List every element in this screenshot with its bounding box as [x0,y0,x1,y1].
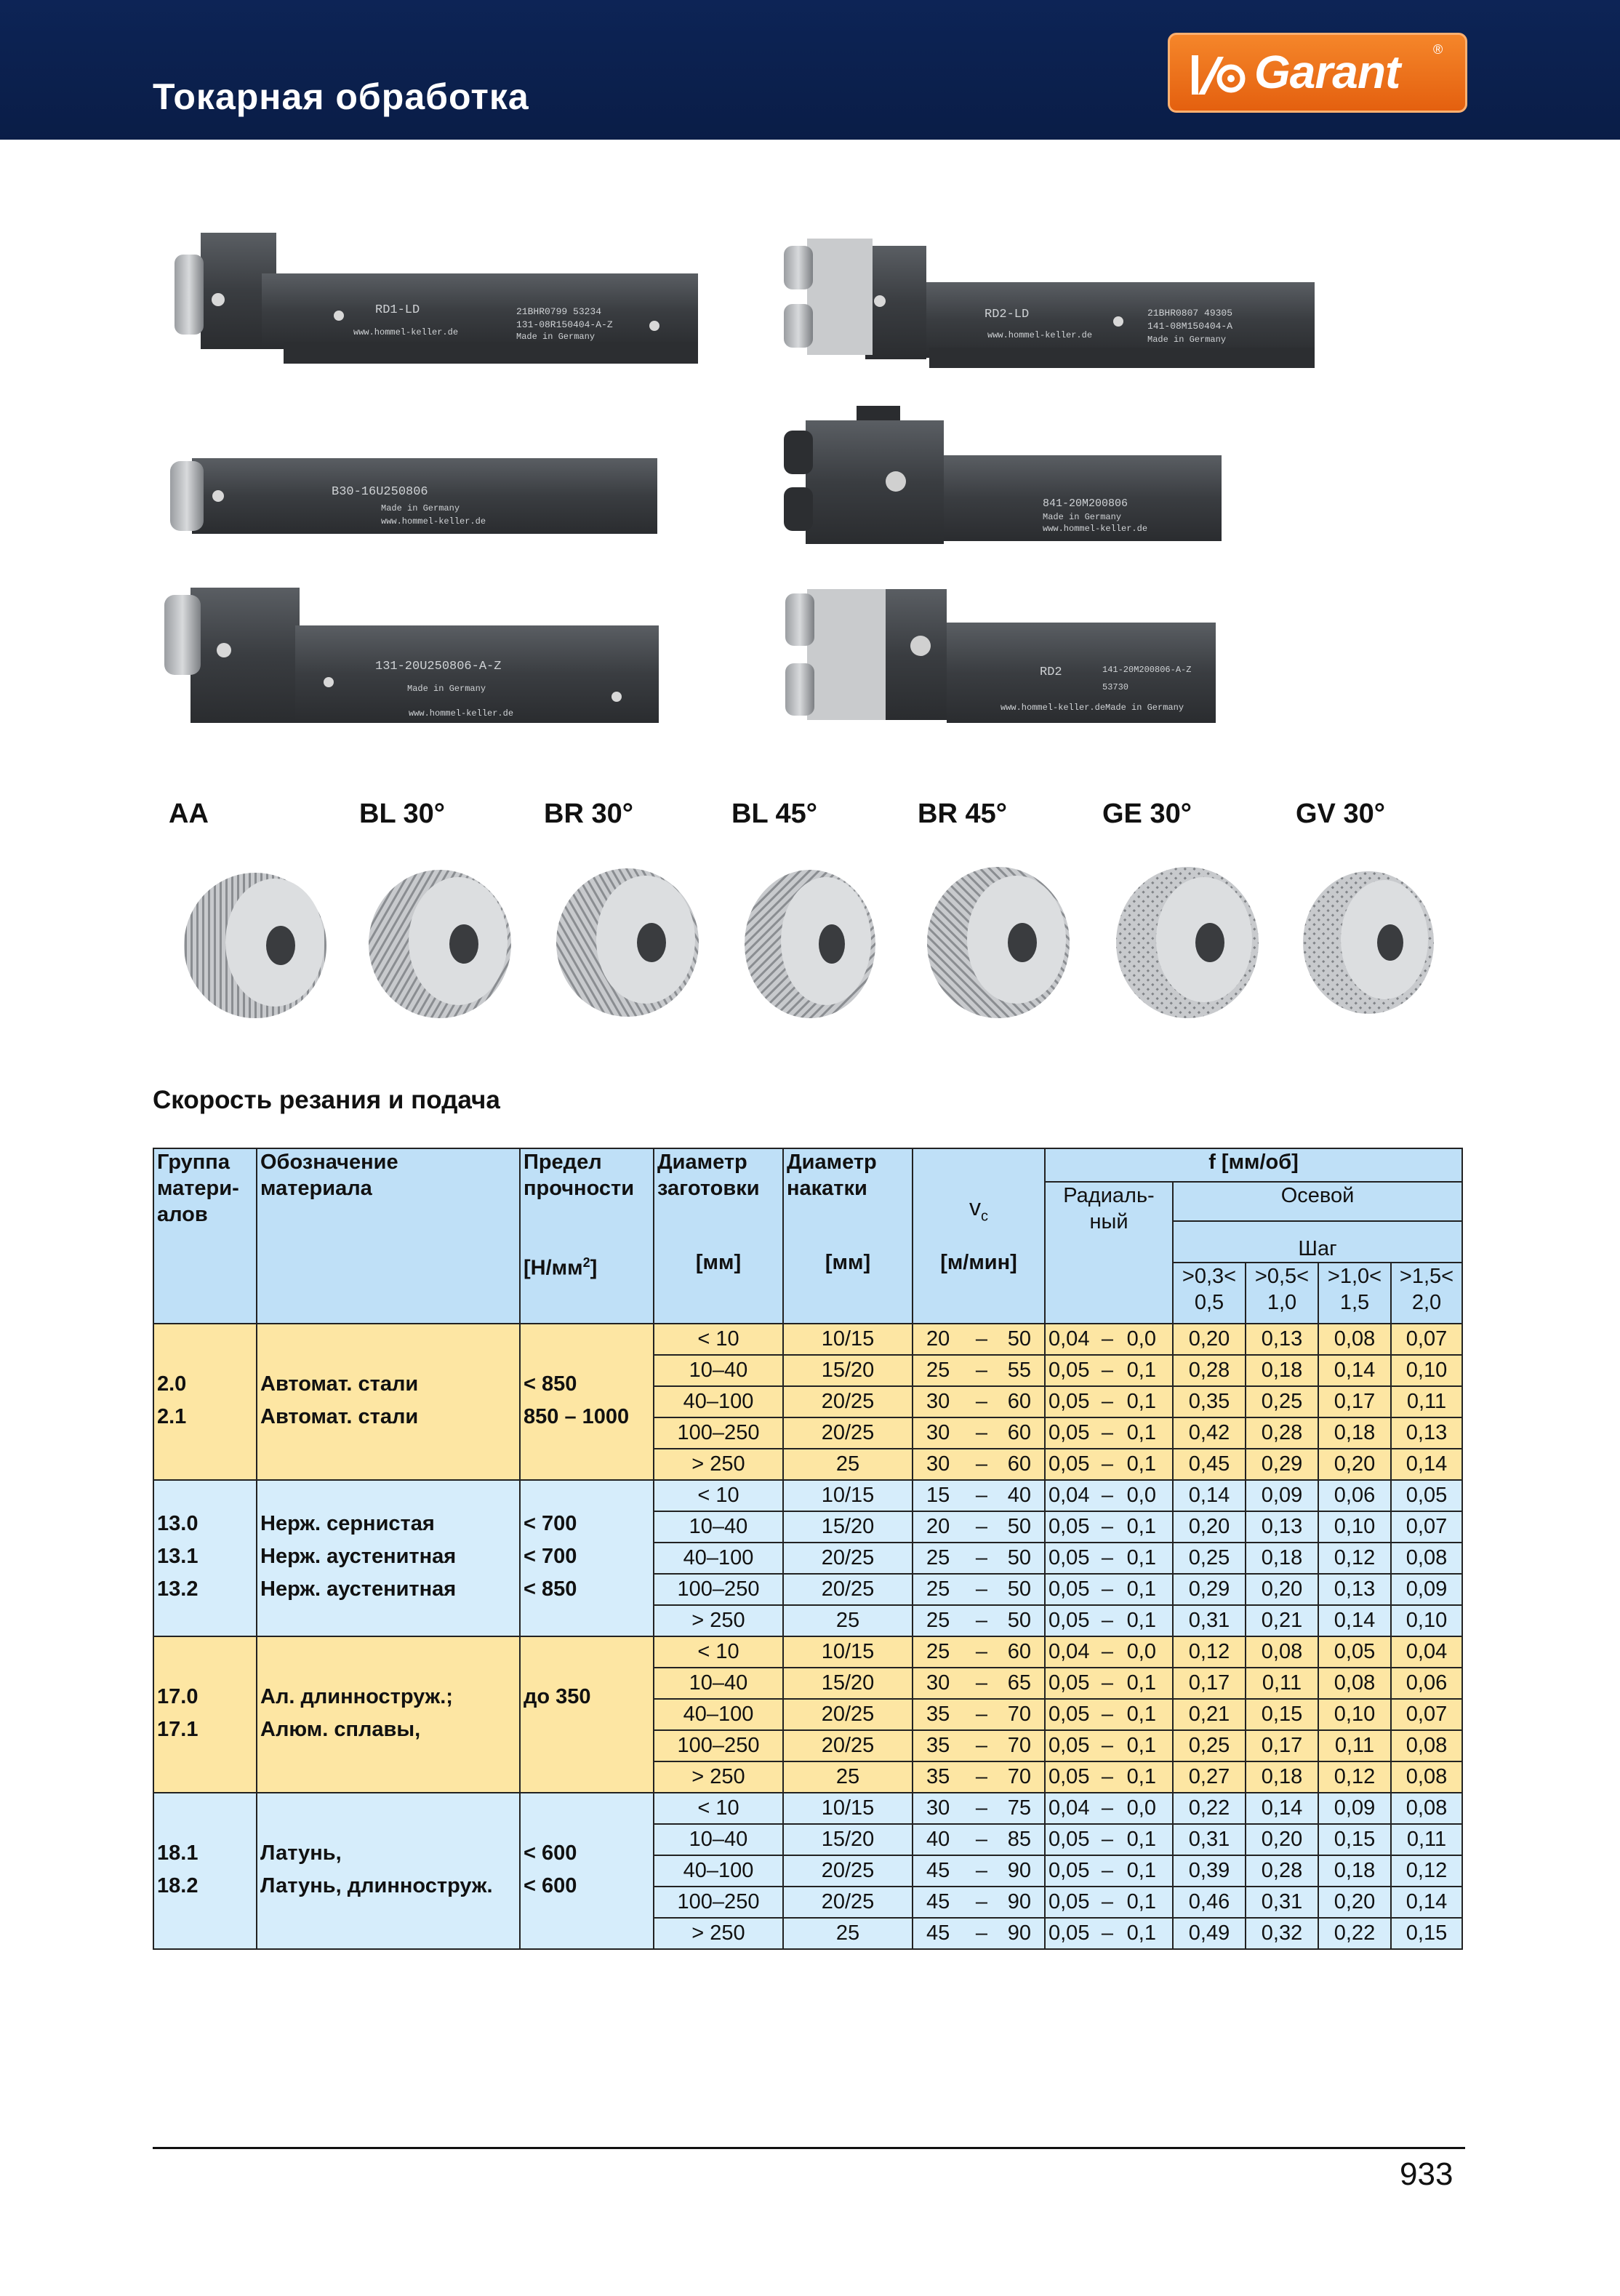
axial-feed-cell: 0,07 [1391,1324,1462,1355]
vc-cell: 25 – 50 [913,1574,1045,1605]
svg-text:131-20U250806-A-Z: 131-20U250806-A-Z [375,660,502,673]
profile-label-bl30: BL 30° [359,799,445,829]
axial-feed-cell: 0,28 [1173,1355,1246,1386]
workpiece-dia-cell: 100–250 [654,1887,783,1918]
material-group-cell: 13.0 13.1 13.2 [153,1480,257,1636]
garant-logo-icon [1189,51,1250,99]
knurl-wheel-br45 [922,858,1075,1025]
material-group-cell: 17.0 17.1 [153,1636,257,1793]
workpiece-dia-cell: > 250 [654,1605,783,1636]
vc-cell: 30 – 65 [913,1668,1045,1699]
table-row [153,1324,1462,1355]
vc-cell: 30 – 60 [913,1386,1045,1417]
axial-feed-cell: 0,29 [1173,1574,1246,1605]
radial-feed-cell: 0,05 – 0,1 [1045,1855,1173,1887]
header-strength: Предел прочности $[Н/мм^2]$ [520,1148,654,1324]
knurl-dia-cell: 20/25 [783,1699,913,1730]
table-row [153,1793,1462,1824]
workpiece-dia-cell: < 10 [654,1324,783,1355]
knurl-dia-cell: 15/20 [783,1824,913,1855]
knurl-dia-cell: 15/20 [783,1511,913,1543]
radial-feed-cell: 0,05 – 0,1 [1045,1449,1173,1480]
axial-feed-cell: 0,31 [1246,1887,1318,1918]
axial-feed-cell: 0,07 [1391,1511,1462,1543]
axial-feed-cell: 0,20 [1173,1324,1246,1355]
knurl-dia-cell: 20/25 [783,1543,913,1574]
svg-text:www.hommel-keller.de: www.hommel-keller.de [987,330,1093,340]
axial-feed-cell: 0,08 [1391,1730,1462,1761]
radial-feed-cell: 0,05 – 0,1 [1045,1574,1173,1605]
logo-brand-text: Garant [1254,46,1400,98]
axial-feed-cell: 0,06 [1391,1668,1462,1699]
profile-label-bl45: BL 45° [731,799,817,829]
axial-feed-cell: 0,09 [1318,1793,1391,1824]
axial-feed-cell: 0,18 [1318,1855,1391,1887]
header-knurl-dia: Диаметр накатки [мм] [783,1148,913,1324]
axial-feed-cell: 0,17 [1318,1386,1391,1417]
axial-feed-cell: 0,15 [1318,1824,1391,1855]
vc-cell: 20 – 50 [913,1511,1045,1543]
svg-text:www.hommel-keller.de: www.hommel-keller.de [353,327,459,337]
workpiece-dia-cell: > 250 [654,1449,783,1480]
radial-feed-cell: 0,04 – 0,0 [1045,1324,1173,1355]
axial-feed-cell: 0,07 [1391,1699,1462,1730]
strength-cell: до 350 [520,1636,654,1793]
knurl-wheel-br30 [551,858,704,1025]
vc-cell: 40 – 85 [913,1824,1045,1855]
tool-holder-rd2 [785,582,1222,727]
axial-feed-cell: 0,08 [1246,1636,1318,1668]
vc-cell: 35 – 70 [913,1730,1045,1761]
axial-feed-cell: 0,31 [1173,1824,1246,1855]
vc-cell: 20 – 50 [913,1324,1045,1355]
knurl-dia-cell: 15/20 [783,1355,913,1386]
tool-holder-131 [164,580,666,733]
radial-feed-cell: 0,05 – 0,1 [1045,1761,1173,1793]
svg-text:Made in Germany: Made in Germany [1105,703,1184,713]
axial-feed-cell: 0,14 [1173,1480,1246,1511]
svg-text:www.hommel-keller.de: www.hommel-keller.de [409,708,514,719]
axial-feed-cell: 0,45 [1173,1449,1246,1480]
axial-feed-cell: 0,42 [1173,1417,1246,1449]
axial-feed-cell: 0,15 [1246,1699,1318,1730]
axial-feed-cell: 0,06 [1318,1480,1391,1511]
radial-feed-cell: 0,05 – 0,1 [1045,1355,1173,1386]
knurl-dia-cell: 10/15 [783,1793,913,1824]
page-number: 933 [1400,2156,1453,2192]
svg-text:Made in Germany: Made in Germany [1043,512,1122,522]
vc-cell: 30 – 60 [913,1449,1045,1480]
radial-feed-cell: 0,05 – 0,1 [1045,1386,1173,1417]
svg-text:Made in Germany: Made in Germany [1147,335,1227,345]
svg-text:841-20M200806: 841-20M200806 [1043,497,1128,510]
workpiece-dia-cell: 10–40 [654,1824,783,1855]
axial-feed-cell: 0,12 [1391,1855,1462,1887]
radial-feed-cell: 0,05 – 0,1 [1045,1730,1173,1761]
svg-text:www.hommel-keller.de: www.hommel-keller.de [381,516,486,527]
svg-text:141-08M150404-A: 141-08M150404-A [1147,321,1233,332]
header-workpiece-dia: Диаметр заготовки [мм] [654,1148,783,1324]
knurl-dia-cell: 25 [783,1605,913,1636]
profile-label-br30: BR 30° [544,799,633,829]
knurl-dia-cell: 20/25 [783,1855,913,1887]
axial-feed-cell: 0,21 [1173,1699,1246,1730]
table-row [153,1636,1462,1668]
knurl-dia-cell: 10/15 [783,1636,913,1668]
tool-holder-rd2-ld [784,231,1322,369]
footer-rule [153,2147,1465,2149]
header-material: Обозначение материала [257,1148,520,1324]
axial-feed-cell: 0,08 [1391,1761,1462,1793]
axial-feed-cell: 0,32 [1246,1918,1318,1949]
header-pitch-col-2: >0,5< 1,0 [1246,1263,1318,1324]
axial-feed-cell: 0,11 [1246,1668,1318,1699]
vc-cell: 25 – 50 [913,1543,1045,1574]
profile-label-gv30: GV 30° [1296,799,1385,829]
axial-feed-cell: 0,29 [1246,1449,1318,1480]
axial-feed-cell: 0,14 [1318,1605,1391,1636]
section-title: Скорость резания и подача [153,1086,500,1114]
axial-feed-cell: 0,20 [1246,1574,1318,1605]
header-pitch: Шаг [1173,1236,1462,1263]
axial-feed-cell: 0,18 [1246,1543,1318,1574]
material-name-cell: Автомат. стали Автомат. стали [257,1324,520,1480]
strength-cell: < 850 850 – 1000 [520,1324,654,1480]
header-knurl-unit: [мм] [825,1251,871,1274]
header-strength-unit: $[Н/мм^2]$ [524,1255,598,1280]
header-group: Группа матери- алов [153,1148,257,1324]
workpiece-dia-cell: 100–250 [654,1574,783,1605]
axial-feed-cell: 0,27 [1173,1761,1246,1793]
svg-text:141-20M200806-A-Z: 141-20M200806-A-Z [1102,665,1192,675]
svg-text:Made in Germany: Made in Germany [516,332,596,342]
axial-feed-cell: 0,10 [1391,1355,1462,1386]
axial-feed-cell: 0,13 [1318,1574,1391,1605]
svg-text:RD2: RD2 [1040,665,1062,679]
radial-feed-cell: 0,04 – 0,0 [1045,1636,1173,1668]
axial-feed-cell: 0,04 [1391,1636,1462,1668]
header-vc: $v_c$ [м/мин] [913,1148,1045,1324]
material-group-cell: 18.1 18.2 [153,1793,257,1949]
axial-feed-cell: 0,11 [1318,1730,1391,1761]
axial-feed-cell: 0,13 [1246,1511,1318,1543]
axial-feed-cell: 0,22 [1173,1793,1246,1824]
axial-feed-cell: 0,49 [1173,1918,1246,1949]
logo-registered-mark: ® [1433,42,1443,57]
axial-feed-cell: 0,31 [1173,1605,1246,1636]
axial-feed-cell: 0,14 [1391,1449,1462,1480]
axial-feed-cell: 0,11 [1391,1824,1462,1855]
knurl-dia-cell: 25 [783,1449,913,1480]
radial-feed-cell: 0,05 – 0,1 [1045,1511,1173,1543]
header-pitch-col-3: >1,0< 1,5 [1318,1263,1391,1324]
workpiece-dia-cell: 40–100 [654,1543,783,1574]
svg-text:www.hommel-keller.de: www.hommel-keller.de [1043,524,1148,534]
vc-cell: 25 – 55 [913,1355,1045,1386]
axial-feed-cell: 0,21 [1246,1605,1318,1636]
workpiece-dia-cell: 100–250 [654,1730,783,1761]
axial-feed-cell: 0,17 [1246,1730,1318,1761]
radial-feed-cell: 0,05 – 0,1 [1045,1417,1173,1449]
vc-cell: 30 – 75 [913,1793,1045,1824]
knurl-dia-cell: 20/25 [783,1887,913,1918]
axial-feed-cell: 0,09 [1391,1574,1462,1605]
svg-text:131-08R150404-A-Z: 131-08R150404-A-Z [516,319,613,330]
axial-feed-cell: 0,46 [1173,1887,1246,1918]
workpiece-dia-cell: < 10 [654,1636,783,1668]
vc-cell: 45 – 90 [913,1918,1045,1949]
axial-feed-cell: 0,08 [1391,1543,1462,1574]
axial-feed-cell: 0,08 [1318,1324,1391,1355]
axial-feed-cell: 0,12 [1318,1543,1391,1574]
knurl-dia-cell: 10/15 [783,1480,913,1511]
vc-cell: 45 – 90 [913,1855,1045,1887]
header-bar [0,0,1620,140]
profile-label-aa: AA [169,799,209,829]
radial-feed-cell: 0,05 – 0,1 [1045,1699,1173,1730]
axial-feed-cell: 0,39 [1173,1855,1246,1887]
axial-feed-cell: 0,20 [1318,1449,1391,1480]
axial-feed-cell: 0,25 [1173,1730,1246,1761]
header-feed: f [мм/об] [1045,1148,1462,1182]
workpiece-dia-cell: 10–40 [654,1511,783,1543]
svg-text:RD2-LD: RD2-LD [985,308,1030,321]
axial-feed-cell: 0,25 [1246,1386,1318,1417]
workpiece-dia-cell: > 250 [654,1918,783,1949]
axial-feed-cell: 0,13 [1391,1417,1462,1449]
vc-cell: 35 – 70 [913,1761,1045,1793]
material-name-cell: Нерж. сернистая Нерж. аустенитная Нерж. аустенитная [257,1480,520,1636]
workpiece-dia-cell: 10–40 [654,1355,783,1386]
axial-feed-cell: 0,10 [1391,1605,1462,1636]
axial-feed-cell: 0,25 [1173,1543,1246,1574]
workpiece-dia-cell: > 250 [654,1761,783,1793]
vc-cell: 35 – 70 [913,1699,1045,1730]
header-pitch-col-1: >0,3< 0,5 [1173,1263,1246,1324]
knurl-wheel-aa [179,858,332,1025]
tool-holder-b30 [170,451,665,538]
axial-feed-cell: 0,14 [1391,1887,1462,1918]
knurl-dia-cell: 25 [783,1918,913,1949]
radial-feed-cell: 0,05 – 0,1 [1045,1543,1173,1574]
material-name-cell: Ал. длинноструж.; Алюм. сплавы, [257,1636,520,1793]
workpiece-dia-cell: 40–100 [654,1855,783,1887]
knurl-wheel-bl30 [364,858,516,1025]
axial-feed-cell: 0,08 [1391,1793,1462,1824]
knurl-dia-cell: 15/20 [783,1668,913,1699]
radial-feed-cell: 0,05 – 0,1 [1045,1605,1173,1636]
radial-feed-cell: 0,05 – 0,1 [1045,1668,1173,1699]
garant-logo [1168,33,1467,113]
axial-feed-cell: 0,20 [1173,1511,1246,1543]
axial-feed-cell: 0,22 [1318,1918,1391,1949]
workpiece-dia-cell: 40–100 [654,1386,783,1417]
tool-label-1: RD1-LD [375,303,420,317]
radial-feed-cell: 0,04 – 0,0 [1045,1793,1173,1824]
axial-feed-cell: 0,18 [1318,1417,1391,1449]
material-name-cell: Латунь, Латунь, длинноструж. [257,1793,520,1949]
workpiece-dia-cell: 10–40 [654,1668,783,1699]
axial-feed-cell: 0,08 [1318,1668,1391,1699]
axial-feed-cell: 0,35 [1173,1386,1246,1417]
workpiece-dia-cell: < 10 [654,1480,783,1511]
vc-cell: 15 – 40 [913,1480,1045,1511]
svg-text:B30-16U250806: B30-16U250806 [332,485,428,499]
vc-cell: 45 – 90 [913,1887,1045,1918]
axial-feed-cell: 0,18 [1246,1761,1318,1793]
material-group-cell: 2.0 2.1 [153,1324,257,1480]
axial-feed-cell: 0,28 [1246,1855,1318,1887]
knurl-wheel-bl45 [737,858,890,1025]
radial-feed-cell: 0,05 – 0,1 [1045,1887,1173,1918]
axial-feed-cell: 0,10 [1318,1699,1391,1730]
knurl-dia-cell: 20/25 [783,1574,913,1605]
axial-feed-cell: 0,05 [1318,1636,1391,1668]
radial-feed-cell: 0,05 – 0,1 [1045,1824,1173,1855]
knurl-dia-cell: 10/15 [783,1324,913,1355]
radial-feed-cell: 0,04 – 0,0 [1045,1480,1173,1511]
axial-feed-cell: 0,10 [1318,1511,1391,1543]
table-row [153,1480,1462,1511]
axial-feed-cell: 0,15 [1391,1918,1462,1949]
svg-text:Made in Germany: Made in Germany [381,503,460,513]
knurl-dia-cell: 20/25 [783,1730,913,1761]
knurl-dia-cell: 20/25 [783,1417,913,1449]
svg-text:21BHR0799 53234: 21BHR0799 53234 [516,306,602,317]
svg-text:www.hommel-keller.de: www.hommel-keller.de [1001,703,1106,713]
strength-cell: < 700 < 700 < 850 [520,1480,654,1636]
workpiece-dia-cell: 40–100 [654,1699,783,1730]
cutting-speed-feed-table [153,1148,1463,1950]
axial-feed-cell: 0,14 [1318,1355,1391,1386]
radial-feed-cell: 0,05 – 0,1 [1045,1918,1173,1949]
svg-text:53730: 53730 [1102,682,1129,692]
svg-text:Made in Germany: Made in Germany [407,684,486,694]
axial-feed-cell: 0,12 [1318,1761,1391,1793]
knurl-wheel-gv30 [1296,858,1448,1025]
header-axial: Осевой [1173,1182,1462,1221]
axial-feed-cell: 0,11 [1391,1386,1462,1417]
knurl-dia-cell: 25 [783,1761,913,1793]
axial-feed-cell: 0,28 [1246,1417,1318,1449]
profile-label-ge30: GE 30° [1102,799,1192,829]
axial-feed-cell: 0,09 [1246,1480,1318,1511]
tool-holder-rd1-ld [175,218,705,371]
axial-feed-cell: 0,05 [1391,1480,1462,1511]
axial-feed-cell: 0,20 [1318,1887,1391,1918]
workpiece-dia-cell: < 10 [654,1793,783,1824]
knurl-wheel-ge30 [1111,858,1264,1025]
vc-cell: 25 – 60 [913,1636,1045,1668]
axial-feed-cell: 0,12 [1173,1636,1246,1668]
vc-cell: 30 – 60 [913,1417,1045,1449]
profile-label-br45: BR 45° [918,799,1007,829]
axial-feed-cell: 0,20 [1246,1824,1318,1855]
axial-feed-cell: 0,14 [1246,1793,1318,1824]
strength-cell: < 600 < 600 [520,1793,654,1949]
axial-feed-cell: 0,17 [1173,1668,1246,1699]
svg-text:21BHR0807 49305: 21BHR0807 49305 [1147,308,1233,319]
vc-cell: 25 – 50 [913,1605,1045,1636]
header-pitch-col-4: >1,5< 2,0 [1391,1263,1462,1324]
knurl-dia-cell: 20/25 [783,1386,913,1417]
workpiece-dia-cell: 100–250 [654,1417,783,1449]
axial-feed-cell: 0,18 [1246,1355,1318,1386]
header-workpiece-unit: [мм] [695,1251,742,1274]
header-vc-unit: [м/мин] [940,1251,1017,1274]
page-title: Токарная обработка [153,76,529,117]
header-radial: Радиаль- ный [1045,1182,1173,1324]
tool-holder-b41 [784,406,1227,551]
axial-feed-cell: 0,13 [1246,1324,1318,1355]
